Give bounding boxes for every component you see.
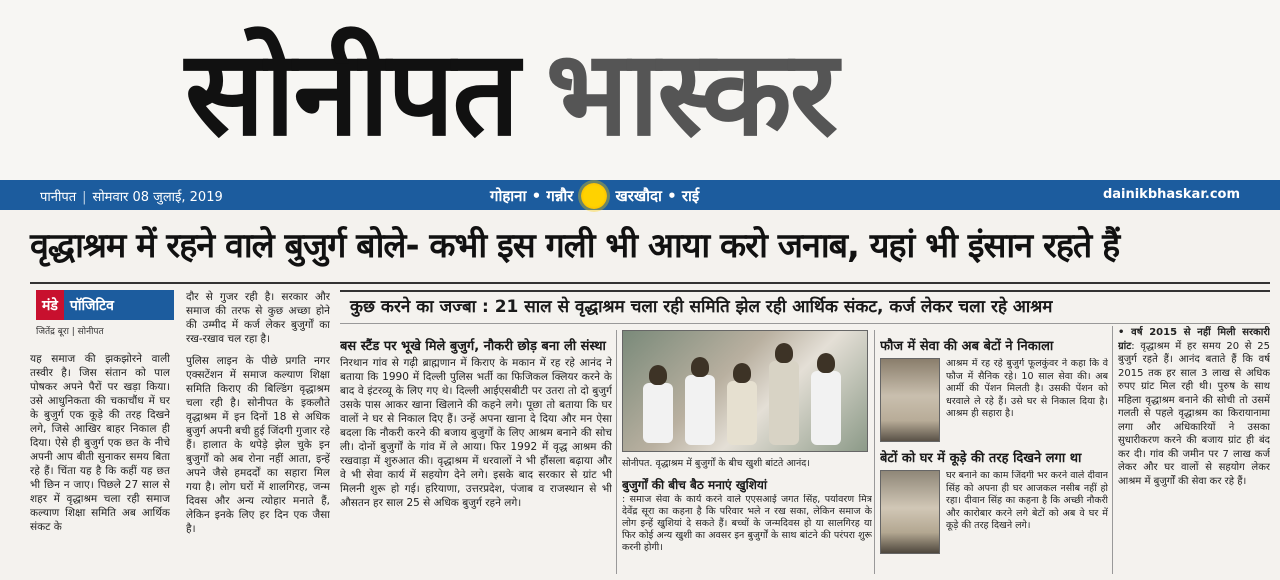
story-2-headline: बुजुर्गों की बीच बैठ मनाएं खुशियां xyxy=(622,478,767,492)
divider xyxy=(616,330,617,574)
divider xyxy=(874,330,875,574)
column-2-paragraph-2: पुलिस लाइन के पीछे प्रगति नगर एक्सटेंशन में समाज कल्याण शिक्षा समिति किराए की बिल्डिंग वृद्धाश्रम चला रही है। सोनीपत के इकलौते वृद्धाश्रम में इन दिनों 18 से अधिक बुजुर्ग अपनी बची हुई जिंदगी गुजार रहे हैं। हालात के थपेड़े झेल चुके इन बुजुर्गों को अब रोना नहीं आता, इन्हें अपने जैसे हमदर्दों का सहारा मिल गया है। लोग घरों में शालगिरह, जन्म दिवस और अन्य त्योहार मनाते हैं, लेकिन इनके लिए हर दिन एक जैसा है। xyxy=(186,355,330,535)
newspaper-title xyxy=(185,18,836,168)
story-4-headline: बेटों को घर में कूड़े की तरह दिखने लगा था xyxy=(880,451,1082,466)
website-link[interactable]: dainikbhaskar.com xyxy=(1102,187,1240,202)
regions-right: खरखौदा • राई xyxy=(615,187,700,205)
logo-positive: पॉजिटिव xyxy=(64,290,174,320)
byline: जितेंद्र बूरा | सोनीपत xyxy=(36,327,104,337)
story-1-body: निरथान गांव से गढ़ी ब्राह्मणान में किराए के मकान में रह रहे आनंद ने बताया कि 1990 में दिल्ली पुलिस भर्ती का फिजिकल क्लियर करने के बाद वे इंटरव्यू के लिए गए थे। दिल्ली आईएसबीटी पर उतरा तो दो बुजुर्ग उसके पास आकर खाना खिलाने की कहने लगे। पूछा तो बताया कि घर वालों ने घर से निकाल दिए हैं। उन्हें अपना खाना दे दिया और मन ऐसा बदला कि नौकरी करने की बजाय बुजुर्गों के लिए आश्रम बनाने की सोच ली। दोनों बुजुर्गों के गांव में ले आया। फिर 1992 में वृद्ध आश्रम की रखवाड़ा में शुरुआत की। वृद्धाश्रम में धरवालों ने भी हौंसला बढ़ाया और वे भी सेवा कार्य में सहयोग देने लगे। इसके बाद सरकार से ग्रांट भी मिलनी शुरू हो गई। हरियाणा, उत्तरप्रदेश, पंजाब व राजस्थान से भी औसतन हर साल 25 से अधिक बुजुर्ग रहने लगे। xyxy=(340,357,612,509)
title-part-bhaskar: भास्कर xyxy=(545,24,836,162)
edition-date: सोमवार 08 जुलाई, 2019 xyxy=(92,190,223,205)
story-5-body: : वृद्धाश्रम में हर समय 20 से 25 बुजुर्ग रहते हैं। आनंद बताते हैं कि वर्ष 2015 तक हर साल 3 लाख से अधिक रुपए ग्रांट मिल रही थी। पुरुष के साथ महिला वृद्धाश्रम बनाने की सोची तो उसमें गलती से पहले वृद्धाश्रम का किरायानामा लगा और अधिकारियों ने उसका सुधारीकरण करने की बजाय ग्रांट ही बंद कर दी। गांव की जमीन पर 7 लाख कर्ज लेकर और घर वालों से सहयोग लेकर आश्रम में बुजुर्गों की सेवा कर रहे हैं। xyxy=(1118,340,1270,487)
monday-positive-logo xyxy=(36,290,174,320)
edition-info: पानीपत | सोमवार 08 जुलाई, 2019 xyxy=(40,190,223,205)
story-5 xyxy=(1118,326,1270,574)
regions-left: गोहाना • गन्नौर xyxy=(490,187,574,205)
old-age-home-photo xyxy=(622,330,868,452)
story-5-lead: • वर्ष 2015 से नहीं मिली सरकारी ग्रांट xyxy=(1118,327,1270,352)
headline-rule xyxy=(30,282,1270,284)
story-3-body: आश्रम में रह रहे बुजुर्ग फूलकुंवर ने कहा कि वे फौज में सैनिक रहे। 10 साल सेवा की। अब आर्मी की पेंशन मिलती है। उसकी पेंशन को धरवाले ले रहे हैं। उसे घर से निकाल दिया है। आश्रम ही सहारा है। xyxy=(946,358,1108,419)
regions xyxy=(490,183,699,209)
photo-caption: सोनीपत. वृद्धाश्रम में बुजुर्गों के बीच खुशी बांटते आनंद। xyxy=(622,458,810,469)
sun-logo-icon xyxy=(581,183,607,209)
story-2-body: : समाज सेवा के कार्य करने वाले एएसआई जगत सिंह, पर्यावरण मित्र देवेंद्र सूरा का कहना है कि परिवार भले न रख सका, लेकिन समाज के लोग इन्हें खुशियां दे सकते हैं। बच्चों के जन्मदिवस हो या सालगिरह या फिर कोई अन्य खुशी का अवसर इन बुजुर्गों के साथ बांटने की परंपरा शुरू करनी होगी। xyxy=(622,494,872,553)
divider xyxy=(1112,326,1113,574)
edition-city: पानीपत xyxy=(40,190,77,205)
section-banner: कुछ करने का जज्बा : 21 साल से वृद्धाश्रम चला रही समिति झेल रही आर्थिक संकट, कर्ज लेकर चला रहे आश्रम xyxy=(340,290,1270,324)
main-headline: वृद्धाश्रम में रहने वाले बुजुर्ग बोले- कभी इस गली भी आया करो जनाब, यहां भी इंसान रहते हैं xyxy=(30,226,1120,266)
masthead xyxy=(0,0,1280,180)
story-4-body: घर बनाने का काम जिंदगी भर करने वाले दीवान सिंह को अपना ही घर आजकल नसीब नहीं हो रहा। दीवान सिंह का कहना है कि अच्छी नौकरी और कारोबार करने लगे बेटों को अब वे घर में कूड़े की तरह दिखने लगे। xyxy=(946,470,1108,531)
article-column-2 xyxy=(186,290,330,574)
elderly-man-portrait-2 xyxy=(880,470,940,554)
logo-monday: मंडे xyxy=(36,290,64,320)
story-3-headline: फौज में सेवा की अब बेटों ने निकाला xyxy=(880,339,1054,354)
column-2-paragraph-1: दौर से गुजर रही है। सरकार और समाज की तरफ से कुछ अच्छा होने की उम्मीद में कर्ज लेकर बुजुर्गों का रख-रखाव चल रहा है। xyxy=(186,291,330,345)
date-bar xyxy=(0,180,1280,210)
story-1-headline: बस स्टैंड पर भूखे मिले बुजुर्ग, नौकरी छोड़ बना ली संस्था xyxy=(340,339,606,354)
title-part-sonipat: सोनीपत xyxy=(185,24,518,162)
elderly-man-portrait-1 xyxy=(880,358,940,442)
article-column-1: यह समाज की झकझोरने वाली तस्वीर है। जिस संतान को पाल पोषकर अपने पैरों पर खड़ा किया। उसे आधुनिकता की चकाचौंध में घर के बुजुर्ग एक कूड़े की तरह दिखने लगे, जिसे आखिर बाहर निकाल ही दिया। ऐसे ही बुजुर्ग एक छत के नीचे अपनी आप बीती सुनाकर समय बिता रहे हैं। चिंता यह है कि कहीं यह छत भी छिन न जाए। पिछले 27 साल से शहर में वृद्धाश्रम चला रही समाज कल्याण शिक्षा समिति अब आर्थिक संकट के xyxy=(30,353,170,533)
